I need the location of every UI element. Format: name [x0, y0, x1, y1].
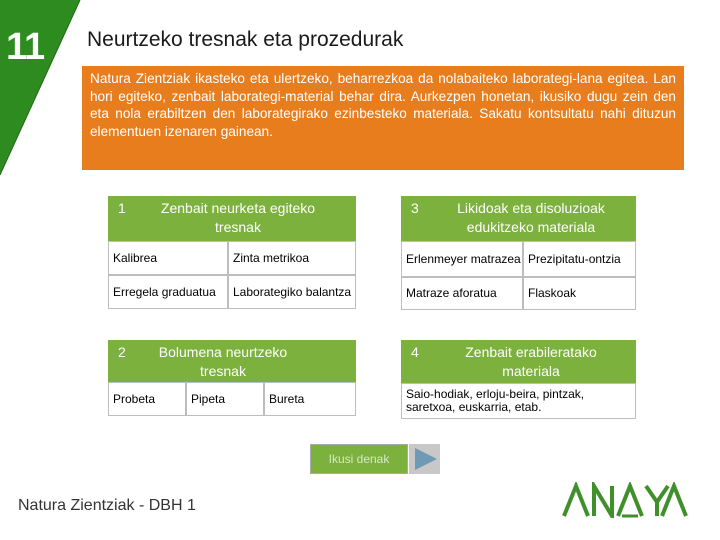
item-label: Matraze aforatua: [406, 286, 497, 300]
item-flaskoak[interactable]: [523, 277, 636, 310]
item-label: Kalibrea: [113, 250, 158, 265]
group-4-header: [401, 340, 636, 383]
anaya-logo: [562, 482, 688, 518]
page-title: Neurtzeko tresnak eta prozedurak: [87, 28, 404, 51]
intro-text: Natura Zientziak ikasteko eta ulertzeko, beharrezkoa da nolabaiteko laborategi-lana egitea. Lan hori egiteko, zenbait laborategi-material behar dira. Aurkezpen honetan, ikusiko dugu zein den eta nola erabiltzen den laborategirako ezinbesteko materiala. Sakatu kontsultatu nahi dituzun elementuen izenaren gainean.: [90, 71, 676, 139]
item-zinta-metrikoa[interactable]: [228, 241, 356, 275]
item-label: Probeta: [113, 391, 156, 406]
item-label: Saio-hodiak, erloju-beira, pintzak, saretxoa, euskarria, etab.: [406, 387, 585, 414]
item-label: Erlenmeyer matrazea: [406, 251, 521, 266]
footer-text: Natura Zientziak - DBH 1: [18, 497, 196, 514]
item-prezipitatu-ontzia[interactable]: [523, 241, 636, 277]
item-label: Flaskoak: [528, 286, 577, 300]
item-label: Zinta metrikoa: [233, 250, 310, 265]
group-1-title: Zenbait neurketa egiteko tresnak: [160, 200, 316, 235]
group-1-number: 1: [118, 200, 126, 216]
show-all-button[interactable]: [310, 444, 408, 474]
group-3-header: [401, 196, 636, 241]
group-4-number: 4: [411, 344, 419, 360]
item-label: Bureta: [269, 391, 305, 406]
intro-panel: [82, 66, 684, 170]
item-erlenmeyer-matrazea[interactable]: [401, 241, 523, 277]
item-kalibrea[interactable]: [108, 241, 228, 275]
item-label: Erregela graduatua: [113, 284, 216, 299]
group-3-title: Likidoak eta disoluzioak edukitzeko materiala: [457, 200, 605, 235]
item-bureta[interactable]: [264, 382, 356, 416]
item-label: Prezipitatu-ontzia: [528, 251, 621, 266]
show-all-label: Ikusi denak: [328, 452, 390, 466]
group-2-title: Bolumena neurtzeko tresnak: [158, 344, 288, 379]
item-misc-material[interactable]: [401, 383, 636, 419]
item-matraze-aforatua[interactable]: [401, 277, 523, 310]
group-4-title: Zenbait erabileratako materiala: [465, 344, 597, 379]
group-3-number: 3: [411, 200, 419, 216]
group-1-header: [108, 196, 356, 241]
item-label: Pipeta: [191, 391, 226, 406]
group-2-header: [108, 340, 356, 382]
unit-number: 11: [6, 26, 45, 68]
item-pipeta[interactable]: [186, 382, 264, 416]
item-erregela-graduatua[interactable]: [108, 275, 228, 309]
item-probeta[interactable]: [108, 382, 186, 416]
item-laborategiko-balantza[interactable]: [228, 275, 356, 309]
group-2-number: 2: [118, 344, 126, 360]
play-button[interactable]: [409, 444, 440, 474]
play-triangle-icon: [409, 444, 440, 474]
item-label: Laborategiko balantza: [233, 284, 352, 299]
